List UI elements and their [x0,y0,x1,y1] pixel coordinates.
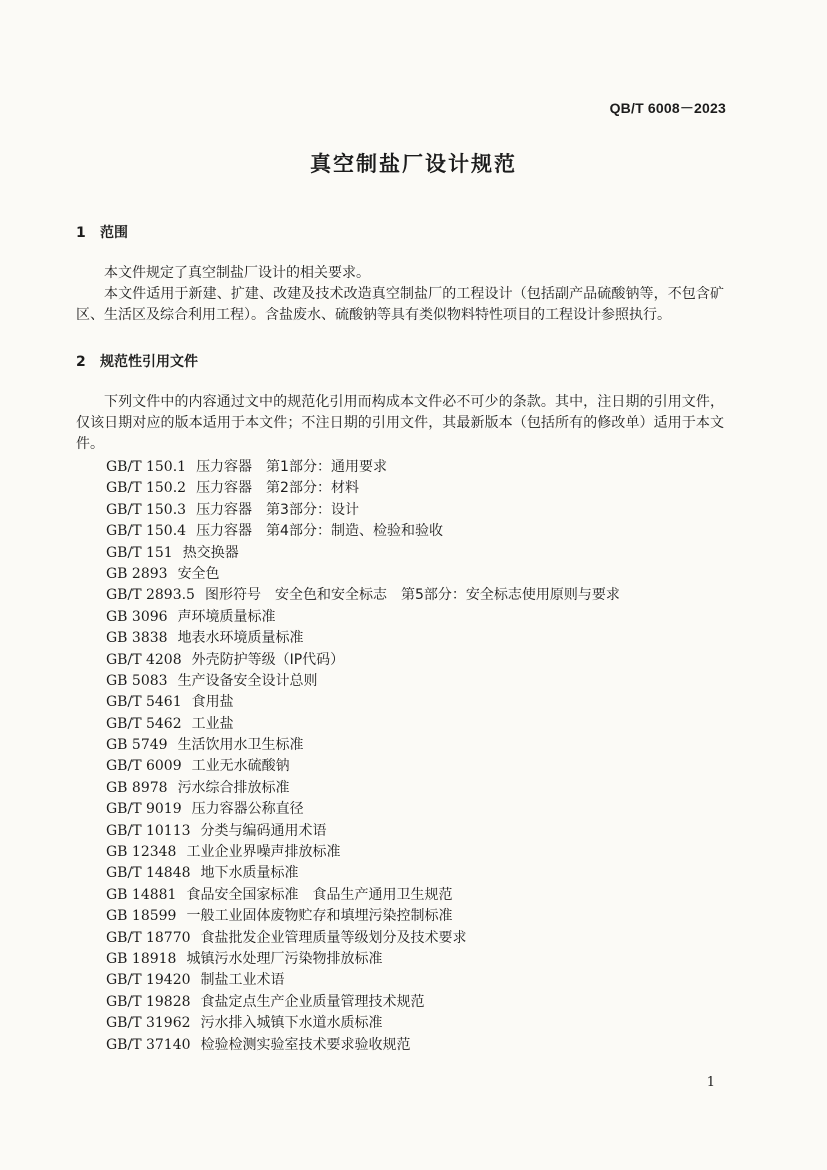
reference-title: 压力容器 第2部分：材料 [196,480,359,497]
reference-item [106,692,620,713]
reference-item [106,949,620,970]
section-number: 2 [76,354,86,370]
reference-code: GB/T 5461 [106,694,182,711]
reference-title: 压力容器 第3部分：设计 [196,501,359,518]
reference-code: GB 18599 [106,908,177,925]
references-intro-paragraph: 下列文件中的内容通过文中的规范化引用而构成本文件必不可少的条款。其中，注日期的引用文件，仅该日期对应的版本适用于本文件；不注日期的引用文件，其最新版本（包括所有的修改单）适用于本文件。 [76,394,724,452]
reference-item [106,885,620,906]
section-heading-normative-references [76,351,198,371]
reference-code: GB 12348 [106,844,177,861]
reference-title: 热交换器 [182,544,239,561]
reference-item [106,970,620,991]
reference-code: GB/T 6009 [106,758,182,775]
reference-item [106,821,620,842]
reference-item [106,1035,620,1056]
reference-code: GB 5749 [106,737,168,754]
reference-item [106,585,620,606]
reference-title: 食用盐 [191,694,234,711]
reference-code: GB/T 150.3 [106,501,187,518]
reference-item [106,756,620,777]
reference-code: GB/T 150.1 [106,459,187,475]
reference-item [106,778,620,799]
reference-code: GB 5083 [106,672,168,689]
reference-item [106,714,620,735]
reference-item [106,992,620,1013]
reference-item [106,543,620,564]
reference-code: GB/T 4208 [106,651,182,668]
reference-code: GB 2893 [106,565,168,582]
reference-title: 生产设备安全设计总则 [177,672,318,689]
reference-code: GB 8978 [106,779,168,796]
reference-item [106,628,620,649]
reference-code: GB/T 2893.5 [106,587,195,604]
reference-code: GB/T 151 [106,544,173,561]
reference-item [106,906,620,927]
reference-title: 外壳防护等级（IP代码） [191,651,345,668]
reference-item [106,650,620,671]
reference-title: 地下水质量标准 [200,865,299,882]
reference-code: GB/T 10113 [106,822,191,839]
reference-title: 污水综合排放标准 [177,779,290,796]
reference-title: 压力容器公称直径 [191,801,304,818]
section-number: 1 [76,225,86,241]
reference-item [106,863,620,884]
reference-item [106,607,620,628]
reference-item [106,928,620,949]
reference-title: 地表水环境质量标准 [177,630,304,647]
reference-title: 生活饮用水卫生标准 [177,737,304,754]
reference-item [106,457,620,478]
section-heading-scope [76,222,128,242]
reference-code: GB/T 37140 [106,1036,191,1053]
reference-title: 压力容器 第1部分：通用要求 [196,459,387,475]
reference-title: 工业企业界噪声排放标准 [186,844,341,861]
reference-title: 食盐定点生产企业质量管理技术规范 [200,993,425,1010]
reference-item [106,735,620,756]
section-title: 规范性引用文件 [100,354,198,370]
reference-title: 安全色 [177,565,220,582]
reference-code: GB/T 5462 [106,715,182,732]
reference-code: GB/T 150.2 [106,480,187,497]
reference-title: 污水排入城镇下水道水质标准 [200,1015,383,1032]
reference-code: GB 3838 [106,630,168,647]
document-title: 真空制盐厂设计规范 [310,152,517,176]
reference-title: 制盐工业术语 [200,972,285,989]
reference-code: GB 14881 [106,886,177,903]
reference-code: GB/T 19828 [106,993,191,1010]
reference-code: GB/T 14848 [106,865,191,882]
reference-item [106,564,620,585]
reference-code: GB/T 9019 [106,801,182,818]
reference-code: GB/T 31962 [106,1015,191,1032]
reference-title: 工业盐 [191,715,234,732]
standard-code: QB/T 6008－2023 [609,100,726,116]
reference-title: 食品安全国家标准 食品生产通用卫生规范 [186,886,453,903]
reference-title: 声环境质量标准 [177,608,276,625]
reference-title: 检验检测实验室技术要求验收规范 [200,1036,411,1053]
reference-title: 城镇污水处理厂污染物排放标准 [186,950,383,967]
reference-item [106,500,620,521]
reference-item [106,799,620,820]
scope-paragraph-1: 本文件规定了真空制盐厂设计的相关要求。 [104,265,370,281]
reference-item [106,521,620,542]
reference-code: GB/T 18770 [106,929,191,946]
reference-item [106,1013,620,1034]
reference-list [106,457,620,1056]
reference-title: 一般工业固体废物贮存和填埋污染控制标准 [186,908,453,925]
reference-code: GB 18918 [106,950,177,967]
reference-code: GB/T 150.4 [106,523,187,540]
page-number: 1 [706,1075,715,1090]
reference-code: GB/T 19420 [106,972,191,989]
reference-item [106,671,620,692]
reference-title: 食盐批发企业管理质量等级划分及技术要求 [200,929,467,946]
reference-title: 工业无水硫酸钠 [191,758,290,775]
reference-title: 分类与编码通用术语 [200,822,327,839]
reference-item [106,842,620,863]
scope-paragraph-2: 本文件适用于新建、扩建、改建及技术改造真空制盐厂的工程设计（包括副产品硫酸钠等，不包含矿区、生活区及综合利用工程）。含盐废水、硫酸钠等具有类似物料特性项目的工程设计参照执行。 [76,286,724,323]
reference-item [106,478,620,499]
reference-title: 图形符号 安全色和安全标志 第5部分：安全标志使用原则与要求 [204,587,620,604]
section-title: 范围 [100,225,128,241]
reference-code: GB 3096 [106,608,168,625]
reference-title: 压力容器 第4部分：制造、检验和验收 [196,523,443,540]
